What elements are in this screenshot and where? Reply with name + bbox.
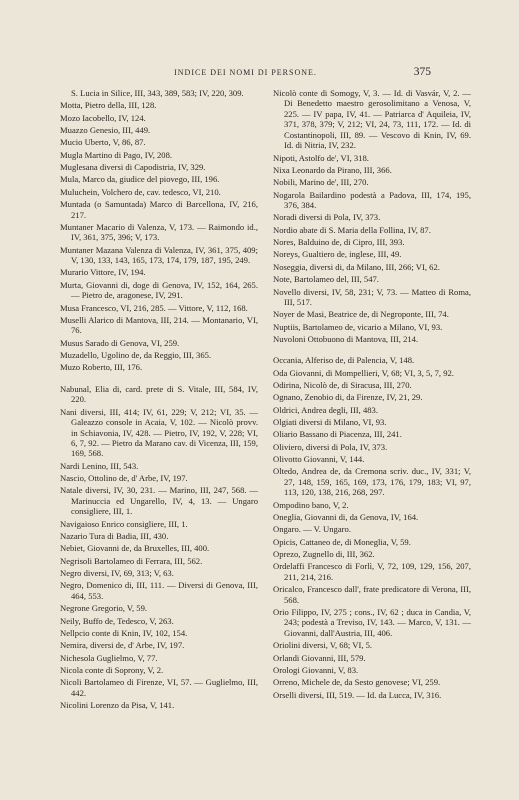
index-entry: Muselli Alarico di Mantova, III, 214. — Montanario, VI, 76.	[60, 314, 258, 336]
index-entry: Nellpcio conte di Knin, IV, 102, 154.	[60, 627, 188, 638]
index-entry: Muzadello, Ugolino de, da Reggio, III, 365.	[60, 350, 212, 361]
index-entry: Note, Bartolameo del, III, 547.	[273, 274, 379, 285]
index-entry: Negrisoli Bartolameo di Ferrara, III, 562.	[60, 555, 203, 566]
index-entry: Oltedo, Andrea de, da Cremona scriv. duc., IV, 331; V, 27, 148, 159, 165, 169, 173, 176, 179, 183; VI, 97, 113, 120, 138, 216, 268, 297.	[273, 466, 471, 498]
index-entry: Muglesana diversi di Capodistria, IV, 329.	[60, 162, 206, 173]
index-entry: Ompodino bano, V, 2.	[273, 499, 349, 510]
index-entry: Orreno, Michele de, da Sesto genovese; VI, 259.	[273, 677, 441, 688]
index-entry: Ognano, Zenobio di, da Firenze, IV, 21, 29.	[273, 392, 423, 403]
index-entry: Nicolini Lorenzo da Pisa, V, 141.	[60, 700, 175, 711]
index-entry: Oprezo, Zugnello di, III, 362.	[273, 549, 375, 560]
index-entry: Nichesola Guglielmo, V, 77.	[60, 652, 158, 663]
index-entry: Muntaner Macario di Valenza, V, 173. — Raimondo id., IV, 361, 375, 396; V, 173.	[60, 221, 258, 243]
index-entry: Ongaro. — V. Ungaro.	[273, 524, 351, 535]
index-entry: Nardi Lenino, III, 543.	[60, 460, 139, 471]
index-entry: Oldrici, Andrea degli, III, 483.	[273, 404, 379, 415]
index-entry: Olivotto Giovanni, V, 144.	[273, 454, 365, 465]
running-title: INDICE DEI NOMI DI PERSONE.	[174, 68, 317, 77]
index-entry: Nani diversi, III, 414; IV, 61, 229; V, 212; VI, 35. — Galeazzo console in Acaia, V, 102. — Nicolò provv. in Schiavonia, IV, 428. — Pietro, IV, 192, V, 228; VI, 6, 7, 92. — Pietro da Marano cav. di Vicenza, III, 159, 169, 568.	[60, 406, 258, 459]
index-entry: Mugla Martino di Pago, IV, 208.	[60, 149, 173, 160]
index-entry: Negro, Domenico di, III, 111. — Diversi di Genova, III, 464, 553.	[60, 580, 258, 601]
index-entry: Negro diversi, IV, 69, 313; V, 63.	[60, 568, 174, 579]
index-entry: Musus Sarado di Genova, VI, 259.	[60, 337, 180, 348]
index-entry: Nuptiis, Bartolameo de, vicario a Milano, VI, 93.	[273, 321, 443, 332]
index-entry: Nordio abate di S. Maria della Follina, IV, 87.	[273, 224, 431, 235]
index-entry: Muntada (o Samuntada) Marco di Barcellona, IV, 216, 217.	[60, 199, 258, 220]
index-entry: Nixa Leonardo da Pirano, III, 366.	[273, 164, 392, 175]
index-entry: Novello diversi, IV, 58, 231; V, 73. — Matteo di Roma, III, 517.	[273, 286, 471, 307]
index-entry: Mucio Uberto, V, 86, 87.	[60, 137, 146, 148]
index-entry: Neily, Buffo de, Tedesco, V, 263.	[60, 615, 174, 626]
index-entry: Odirina, Nicolò de, di Siracusa, III, 270.	[273, 380, 412, 391]
index-entry: Nazario Tura di Badia, III, 430.	[60, 531, 169, 542]
index-entry: Negrone Gregorio, V, 59.	[60, 603, 148, 614]
index-entry: Oneglia, Giovanni di, da Genova, IV, 164.	[273, 512, 419, 523]
index-entry: Nicoli Bartolameo di Firenze, VI, 57. — Guglielmo, III, 442.	[60, 677, 258, 698]
index-entry: Noseggia, diversi di, da Milano, III, 266; VI, 62.	[273, 261, 440, 272]
index-entry: Mozo Iacobello, IV, 124.	[60, 112, 146, 123]
index-entry: Noyer de Masi, Beatrice de, di Negroponte, III, 74.	[273, 309, 449, 320]
index-entry: Nascio, Ottolino de, d' Arbe, IV, 197.	[60, 473, 188, 484]
right-index-column	[273, 88, 471, 702]
index-entry: Nemira, diversi de, d' Arbe, IV, 197.	[60, 640, 185, 651]
index-entry: Nores, Balduino de, di Cipro, III, 393.	[273, 237, 405, 248]
index-entry: Nebiet, Giovanni de, da Bruxelles, III, 400.	[60, 543, 210, 554]
index-entry: Nicola conte di Soprony, V, 2.	[60, 664, 164, 675]
index-entry: Oriolini diversi, V, 68; VI, 5.	[273, 640, 373, 651]
index-entry: Navigaioso Enrico consigliere, III, 1.	[60, 518, 188, 529]
left-index-column	[60, 88, 258, 712]
index-entry: Oda Giovanni, di Mompellieri, V, 68; VI, 3, 5, 7, 92.	[273, 367, 454, 378]
index-entry: Orselli diversi, III, 519. — Id. da Lucca, IV, 316.	[273, 689, 442, 700]
index-entry: Orio Filippo, IV, 275 ; cons., IV, 62 ; duca in Candia, V, 243; podestà a Treviso, IV, 143. — Marco, V, 131. — Giovanni, dall'Austria, III, 406.	[273, 606, 471, 638]
letter-section-gap	[60, 375, 258, 384]
index-entry: Murario Vittore, IV, 194.	[60, 267, 146, 278]
index-entry: S. Lucia in Silice, III, 343, 389, 583; IV, 220, 309.	[71, 88, 244, 98]
letter-section-gap	[273, 346, 471, 355]
index-entry: Occania, Alferiso de, di Palencia, V, 148.	[273, 355, 415, 366]
index-entry: Noradi diversi di Pola, IV, 373.	[273, 212, 381, 223]
index-entry: Orologi Giovanni, V, 83.	[273, 664, 359, 675]
index-entry: Muzo Roberto, III, 176.	[60, 362, 143, 373]
index-entry: Natale diversi, IV, 30, 231. — Marino, III, 247, 568. — Marinuccia ed Ungarello, IV, 4, 13. — Ungaro consigliere, III, 1.	[60, 485, 258, 517]
index-entry: Nabunal, Elia di, card. prete di S. Vitale, III, 584, IV, 220.	[60, 383, 258, 405]
index-entry: Muntaner Mazana Valenza di Valenza, IV, 361, 375, 409; V, 130, 133, 143, 165, 173, 174, 179, 187, 195, 249.	[60, 244, 258, 266]
index-entry: Nipoti, Astolfo de', VI, 318.	[273, 152, 369, 163]
index-entry: Motta, Pietro della, III, 128.	[60, 100, 157, 111]
index-entry: Muazzo Genesio, III, 449.	[60, 125, 151, 136]
index-entry: Ordelaffi Francesco di Forlì, V, 72, 109, 129, 156, 207, 211, 214, 216.	[273, 561, 471, 582]
index-entry: Nuvoloni Ottobuono di Mantova, III, 214.	[273, 333, 419, 344]
index-entry: Noreys, Gualtiero de, inglese, III, 49.	[273, 249, 402, 260]
index-entry: Murta, Giovanni di, doge di Genova, IV, 152, 164, 265. — Pietro de, aragonese, IV, 291.	[60, 279, 258, 301]
index-entry: Nobili, Marino de', III, 270.	[273, 177, 369, 188]
index-entry: Mula, Marco da, giudice del piovego, III, 196.	[60, 174, 220, 185]
page-number: 375	[413, 66, 431, 78]
index-entry: Oliviero, diversi di Pola, IV, 373.	[273, 441, 388, 452]
index-entry: Olgiati diversi di Milano, VI, 93.	[273, 417, 387, 428]
index-entry: Opicis, Cattaneo de, di Moneglia, V, 59.	[273, 536, 411, 547]
index-entry: Orlandi Giovanni, III, 579.	[273, 652, 366, 663]
running-header	[60, 66, 431, 80]
index-entry: Muluchein, Volchero de, cav. tedesco, VI, 210.	[60, 186, 221, 197]
index-entry: Nicolò conte di Somogy, V, 3. — Id. di Vasvár, V, 2. — Di Benedetto maestro gerosolimitano a Venosa, V, 225. — IV papa, IV, 41. — Patriarca d' Aquileia, IV, 371, 378, 379; V, 212; VI, 24, 73, 111, 172. — Id. di Costantinopoli, III, 89. — Vescovo di Knin, IV, 69. Id. di Nitria, IV, 232.	[273, 88, 471, 151]
index-entry: Musa Francesco, VI, 216, 285. — Vittore, V, 112, 168.	[60, 302, 248, 313]
index-entry: Nogarola Bailardino podestà a Padova, III, 174, 195, 376, 384.	[273, 189, 471, 211]
index-entry: Oliario Bassano di Piacenza, III, 241.	[273, 429, 402, 440]
index-entry: Oricalco, Francesco dall', frate predicatore di Verona, III, 568.	[273, 584, 471, 605]
